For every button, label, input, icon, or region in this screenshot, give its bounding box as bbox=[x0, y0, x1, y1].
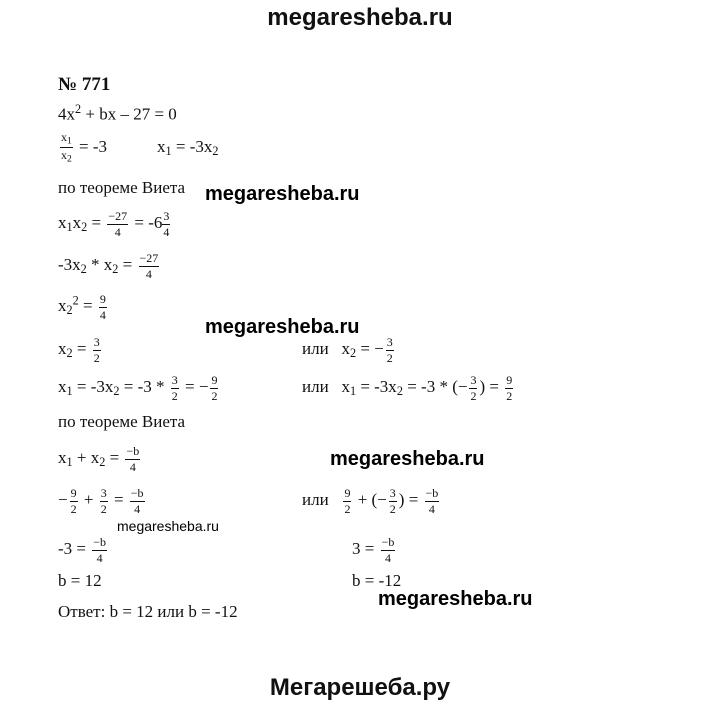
b-result-left: b = 12 bbox=[58, 571, 102, 590]
site-footer: Мегарешеба.ру bbox=[269, 674, 451, 701]
product-line: $x_1x_2$ = $\frac{-27}{4}$ = -6 $\frac{3}{4}$ bbox=[58, 209, 170, 239]
watermark: megaresheba.ru bbox=[205, 183, 360, 205]
square-line: $x_2^2$ = $\frac{9}{4}$ bbox=[58, 292, 106, 322]
root-line-right: или $x_2$ = − $\frac{3}{2}$ bbox=[302, 335, 393, 365]
b-result-right: b = -12 bbox=[352, 571, 402, 590]
root-line-left: $x_2$ = $\frac{3}{2}$ bbox=[58, 335, 100, 365]
vieta-text: по теореме Виета bbox=[58, 412, 186, 431]
relation-line: $x_1 = -3x_2$ bbox=[157, 137, 219, 159]
watermark: megaresheba.ru bbox=[378, 588, 533, 610]
watermark: megaresheba.ru bbox=[330, 448, 485, 470]
equation-line: $4x^2$ + bx – 27 = 0 bbox=[58, 102, 177, 124]
watermark: megaresheba.ru bbox=[117, 518, 219, 534]
fraction: $\frac{x_1}{x_2}$ bbox=[61, 130, 72, 165]
ratio-line: $\frac{x_1}{x_2}$ = -3 bbox=[61, 130, 108, 165]
problem-number: № 771 bbox=[58, 74, 111, 95]
answer-line: Ответ: b = 12 или b = -12 bbox=[58, 602, 238, 621]
vieta-text: по теореме Виета bbox=[58, 178, 186, 197]
sum-line: $x_1 + x_2$ = $\frac{-b}{4}$ bbox=[58, 444, 140, 474]
watermark: megaresheba.ru bbox=[205, 316, 360, 338]
x1-line-right: или $x_1 = -3x_2 = -3$ * (− $\frac{3}{2}$ ) = $\frac{9}{2}$ bbox=[302, 373, 513, 403]
product-sub-line: $-3x_2 * x_2$ = $\frac{-27}{4}$ bbox=[58, 251, 159, 281]
site-header: megaresheba.ru bbox=[267, 4, 453, 31]
sum-sub-left: − $\frac{9}{2}$ + $\frac{3}{2}$ = $\frac{-b}{4}$ bbox=[58, 486, 144, 516]
b-eq-left: -3 = $\frac{-b}{4}$ bbox=[58, 535, 107, 565]
x1-line-left: $x_1 = -3x_2 = -3$ * $\frac{3}{2}$ = − $\frac{9}{2}$ bbox=[58, 373, 218, 403]
b-eq-right: 3 = $\frac{-b}{4}$ bbox=[352, 535, 395, 565]
sum-sub-right: или $\frac{9}{2}$ + (− $\frac{3}{2}$ ) = $\frac{-b}{4}$ bbox=[302, 486, 439, 516]
